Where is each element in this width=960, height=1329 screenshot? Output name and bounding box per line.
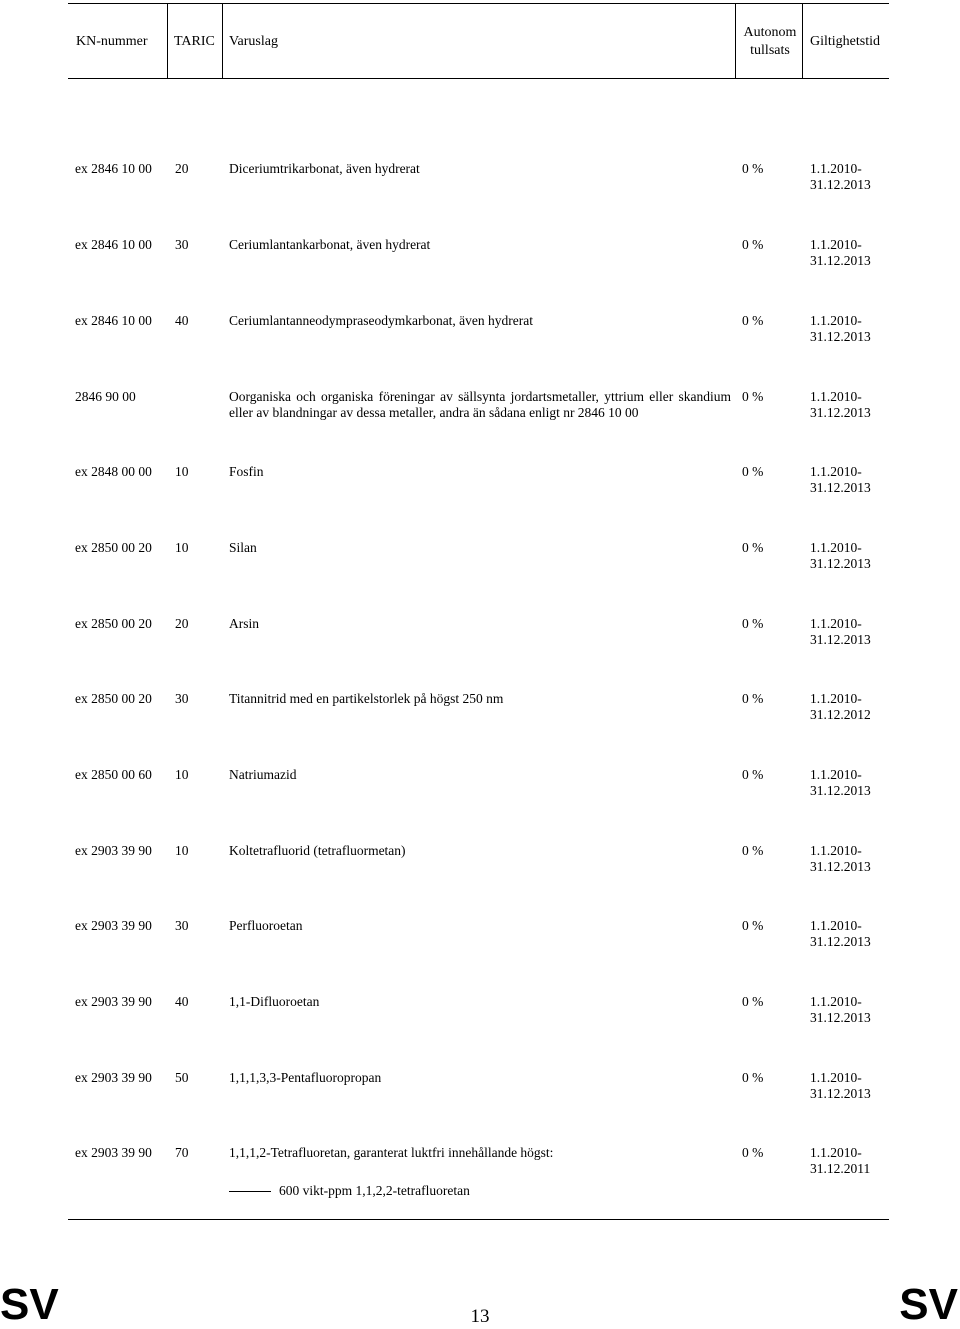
row-taric: 50 [175,1070,189,1085]
row-description: Ceriumlantankarbonat, även hydrerat [229,237,431,252]
header-taric: TARIC [174,34,215,49]
valid-to: 31.12.2013 [810,405,871,420]
row-validity [810,994,871,1026]
valid-to: 31.12.2013 [810,859,871,874]
row-kn-number: ex 2846 10 00 [75,237,152,252]
row-kn-number: ex 2903 39 90 [75,1145,152,1160]
valid-to: 31.12.2013 [810,783,871,798]
row-kn-number: ex 2850 00 60 [75,767,152,782]
row-sub-item [229,1183,470,1199]
valid-from: 1.1.2010- [810,767,862,782]
table-bottom-border [68,1219,889,1220]
row-kn-number: ex 2846 10 00 [75,313,152,328]
row-validity [810,1070,871,1102]
row-kn-number: ex 2903 39 90 [75,843,152,858]
row-rate: 0 % [742,1070,764,1085]
row-description: Oorganiska och organiska föreningar av sällsynta jordartsmetaller, yttrium eller skandium eller av blandningar av dessa metaller, andra än sådana enligt nr 2846 10 00 [229,389,731,420]
row-validity [810,767,871,799]
row-description: 1,1,1,3,3-Pentafluoropropan [229,1070,382,1085]
row-description: 1,1,1,2-Tetrafluoretan, garanterat luktfri innehållande högst: [229,1145,554,1160]
valid-to: 31.12.2013 [810,1086,871,1101]
valid-from: 1.1.2010- [810,237,862,252]
row-validity [810,313,871,345]
row-kn-number: ex 2848 00 00 [75,464,152,479]
valid-to: 31.12.2013 [810,480,871,495]
row-rate: 0 % [742,843,764,858]
valid-from: 1.1.2010- [810,691,862,706]
row-description: Titannitrid med en partikelstorlek på högst 250 nm [229,691,504,706]
row-validity [810,616,871,648]
row-rate: 0 % [742,389,764,404]
row-description: Perfluoroetan [229,918,303,933]
header-kn-number: KN-nummer [76,34,148,49]
row-taric: 20 [175,161,189,176]
valid-to: 31.12.2013 [810,329,871,344]
header-autonomous-rate [737,24,803,60]
valid-from: 1.1.2010- [810,161,862,176]
row-kn-number: ex 2850 00 20 [75,540,152,555]
row-rate: 0 % [742,994,764,1009]
header-rate-line-2: tullsats [750,43,790,58]
row-description: Diceriumtrikarbonat, även hydrerat [229,161,420,176]
row-validity [810,843,871,875]
row-validity [810,540,871,572]
valid-to: 31.12.2012 [810,707,871,722]
row-taric: 20 [175,616,189,631]
row-rate: 0 % [742,313,764,328]
valid-from: 1.1.2010- [810,1070,862,1085]
valid-to: 31.12.2011 [810,1161,871,1176]
row-kn-number: ex 2850 00 20 [75,616,152,631]
valid-from: 1.1.2010- [810,1145,862,1160]
row-kn-number: ex 2903 39 90 [75,994,152,1009]
row-validity [810,389,871,421]
row-kn-number: ex 2903 39 90 [75,1070,152,1085]
row-description: Natriumazid [229,767,297,782]
valid-from: 1.1.2010- [810,389,862,404]
valid-from: 1.1.2010- [810,616,862,631]
valid-to: 31.12.2013 [810,632,871,647]
row-taric: 30 [175,691,189,706]
row-rate: 0 % [742,616,764,631]
row-rate: 0 % [742,918,764,933]
row-kn-number: ex 2903 39 90 [75,918,152,933]
row-rate: 0 % [742,540,764,555]
row-kn-number: ex 2846 10 00 [75,161,152,176]
dash-marker [229,1191,271,1192]
valid-from: 1.1.2010- [810,464,862,479]
valid-from: 1.1.2010- [810,540,862,555]
row-validity [810,464,871,496]
valid-from: 1.1.2010- [810,843,862,858]
row-taric: 40 [175,313,189,328]
row-rate: 0 % [742,767,764,782]
valid-to: 31.12.2013 [810,177,871,192]
valid-to: 31.12.2013 [810,934,871,949]
row-kn-number: 2846 90 00 [75,389,136,404]
row-taric: 70 [175,1145,189,1160]
row-description: 1,1-Difluoroetan [229,994,320,1009]
row-taric: 10 [175,843,189,858]
row-rate: 0 % [742,1145,764,1160]
row-taric: 40 [175,994,189,1009]
row-description: Arsin [229,616,259,631]
valid-to: 31.12.2013 [810,1010,871,1025]
language-code-right: SV [899,1280,958,1329]
valid-to: 31.12.2013 [810,556,871,571]
valid-from: 1.1.2010- [810,918,862,933]
row-validity [810,691,871,723]
row-taric: 30 [175,918,189,933]
language-code-left: SV [0,1280,59,1329]
header-description: Varuslag [229,34,278,49]
row-taric: 30 [175,237,189,252]
row-rate: 0 % [742,237,764,252]
row-taric: 10 [175,464,189,479]
row-rate: 0 % [742,691,764,706]
row-description: Silan [229,540,257,555]
header-rate-line-1: Autonom [743,25,797,40]
valid-from: 1.1.2010- [810,313,862,328]
row-rate: 0 % [742,464,764,479]
row-rate: 0 % [742,161,764,176]
header-validity: Giltighetstid [810,34,880,49]
row-kn-number: ex 2850 00 20 [75,691,152,706]
header-divider-1 [167,3,168,78]
sub-item-text: 600 vikt-ppm 1,1,2,2-tetrafluoretan [279,1183,470,1198]
row-validity [810,161,871,193]
row-description: Koltetrafluorid (tetrafluormetan) [229,843,406,858]
row-description: Fosfin [229,464,264,479]
header-divider-3 [735,3,736,78]
row-validity [810,237,871,269]
page-number: 13 [470,1306,490,1327]
table-top-border [68,3,889,4]
row-taric: 10 [175,540,189,555]
header-bottom-border [68,78,889,79]
row-description: Ceriumlantanneodympraseodymkarbonat, även hydrerat [229,313,534,328]
row-taric: 10 [175,767,189,782]
valid-to: 31.12.2013 [810,253,871,268]
row-validity [810,1145,870,1177]
header-divider-2 [222,3,223,78]
valid-from: 1.1.2010- [810,994,862,1009]
row-validity [810,918,871,950]
